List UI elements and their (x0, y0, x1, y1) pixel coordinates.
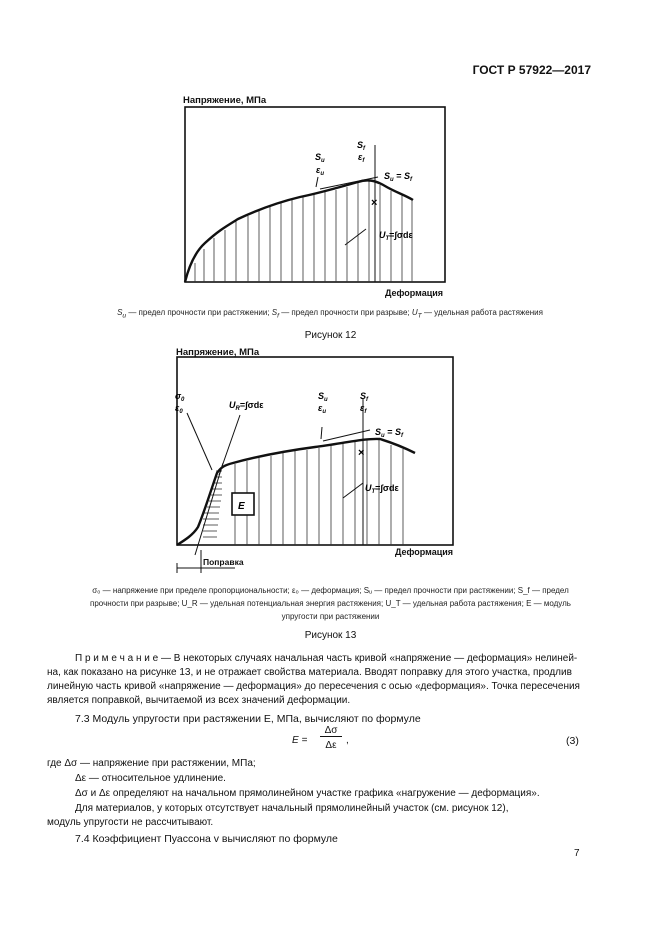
fig12-su-label: $S_u$ (315, 152, 325, 164)
note-line3: линейную часть кривой «напряжение — деформация» до пересечения с осью «деформация». Точка пересечения (47, 681, 580, 692)
fig13-y-axis-label: Напряжение, МПа (176, 347, 260, 358)
figure-12-chart (170, 105, 460, 305)
fig12-caption: $S_u$ — предел прочности при растяжении; $S_f$ — предел прочности при разрыве; $U_T$ — удельная работа растяжения (117, 308, 543, 320)
fig13-sigma0-label: $\sigma_0$ (175, 391, 185, 403)
note-paragraph: П р и м е ч а н и е — В некоторых случаях начальная часть кривой «напряжение — деформация» нелиней- (75, 653, 578, 664)
section-7-3-line4: Для материалов, у которых отсутствует начальный прямолинейный участок (см. рисунок 12), (75, 803, 509, 814)
section-7-3-heading: 7.3 Модуль упругости при растяжении E, МПа, вычисляют по формуле (75, 713, 421, 725)
formula-3: E = (292, 735, 308, 746)
fig13-box-label: E (238, 501, 245, 512)
note-line4: является поправкой, вычитаемой из всех значений деформации. (47, 695, 351, 706)
formula-number: (3) (566, 735, 579, 747)
fig13-sf-label: $S_f$ (360, 391, 369, 403)
fig12-break-x: × (371, 197, 378, 209)
section-7-3-line5: модуль упругости не рассчитывают. (47, 817, 214, 828)
fig13-eps0-label: $\varepsilon_0$ (175, 403, 183, 415)
fig12-x-axis-label: Деформация (385, 288, 444, 298)
fig13-title: Рисунок 13 (304, 630, 357, 641)
fig13-ut-label: $U_T=\int\sigma d\varepsilon$ (365, 483, 399, 495)
fig12-su-eq-sf: $S_u = S_f$ (384, 171, 412, 183)
section-7-3-line3: Δσ и Δε определяют на начальном прямолинейном участке графика «нагружение — деформация». (75, 788, 540, 799)
svg-text:×: × (358, 447, 365, 459)
fig12-eu-label: $\varepsilon_u$ (316, 165, 324, 177)
fig13-eu-label: $\varepsilon_u$ (318, 403, 326, 415)
page-number: 7 (574, 848, 580, 859)
fig12-sf-label: $S_f$ (357, 140, 366, 152)
where-line-2: Δε — относительное удлинение. (75, 773, 226, 784)
fig12-y-axis-label: Напряжение, МПа (183, 95, 267, 106)
fig13-ef-label: $\varepsilon_f$ (360, 403, 367, 415)
section-7-4-heading: 7.4 Коэффициент Пуассона v вычисляют по формуле (75, 833, 338, 845)
document-id: ГОСТ Р 57922—2017 (472, 63, 591, 77)
fig13-su-eq-sf: $S_u = S_f$ (375, 427, 403, 439)
formula-denominator: Δε (325, 740, 337, 751)
fig13-correction-label: Поправка (203, 557, 244, 567)
formula-numerator: Δσ (320, 725, 342, 737)
fig13-caption: σ₀ — напряжение при пределе пропорциональности; ε₀ — деформация; Sᵤ — предел прочности при растяжении; S_f — предел прочности при разрыве; U_R — удельная потенциальная энергия растяжения; U_T — удельная работа растяжения; E — модуль упругости при растяжении (90, 586, 571, 621)
fig13-su-label: $S_u$ (318, 391, 328, 403)
fig13-tangent (195, 463, 223, 555)
fig12-title: Рисунок 12 (304, 330, 357, 341)
fig13-x-axis-label: Деформация (395, 547, 454, 557)
note-line2: на, как показано на рисунке 13, и не отражает свойства материала. Вводят поправку для этого участка, продлив (47, 667, 572, 678)
fig12-ef-label: $\varepsilon_f$ (358, 152, 365, 164)
where-line-1: где Δσ — напряжение при растяжении, МПа; (47, 758, 256, 769)
fig12-ut-label: $U_T=\int\sigma d\varepsilon$ (379, 230, 413, 242)
fig13-ur-label: $U_R=\int\sigma d\varepsilon$ (229, 400, 264, 412)
formula-tail: , (346, 735, 349, 746)
